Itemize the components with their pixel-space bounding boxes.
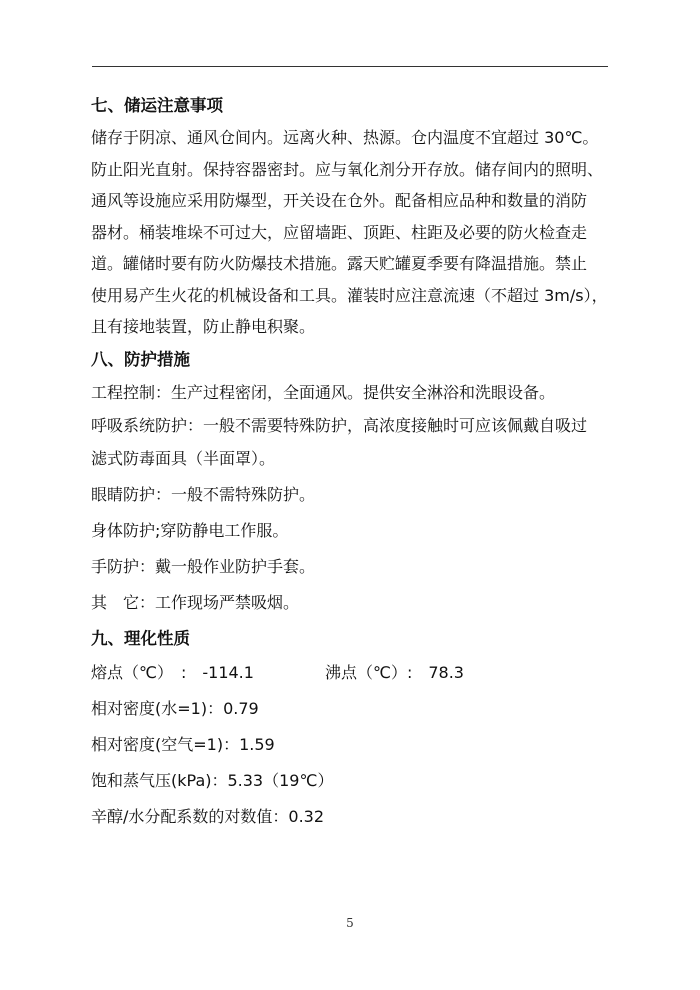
paragraph-line: 器材。桶装堆垛不可过大，应留墙距、顶距、柱距及必要的防火检查走 bbox=[91, 222, 588, 242]
section-7-paragraph bbox=[91, 122, 613, 343]
melting-point: 熔点（℃） : -114.1 bbox=[91, 662, 254, 682]
saturated-vapor-pressure: 饱和蒸气压(kPa)：5.33（19℃） bbox=[91, 770, 334, 790]
paragraph-line: 防止阳光直射。保持容器密封。应与氧化剂分开存放。储存间内的照明、 bbox=[91, 159, 604, 179]
paragraph-line: 使用易产生火花的机械设备和工具。灌装时应注意流速（不超过 3m/s）， bbox=[91, 285, 608, 305]
relative-density-air: 相对密度(空气=1)：1.59 bbox=[91, 734, 275, 754]
respiratory-protection-line1: 呼吸系统防护：一般不需要特殊防护，高浓度接触时可应该佩戴自吸过 bbox=[91, 415, 588, 435]
body-protection: 身体防护;穿防静电工作服。 bbox=[91, 520, 289, 540]
boiling-point: 沸点（℃）: 78.3 bbox=[325, 662, 464, 682]
engineering-control: 工程控制：生产过程密闭，全面通风。提供安全淋浴和洗眼设备。 bbox=[91, 382, 556, 402]
relative-density-water: 相对密度(水=1)：0.79 bbox=[91, 698, 259, 718]
paragraph-line: 道。罐储时要有防火防爆技术措施。露天贮罐夏季要有降温措施。禁止 bbox=[91, 254, 588, 273]
hand-protection: 手防护：戴一般作业防护手套。 bbox=[91, 556, 316, 576]
melting-boiling-row bbox=[91, 655, 613, 691]
eye-protection: 眼睛防护：一般不需特殊防护。 bbox=[91, 484, 316, 504]
document-body bbox=[91, 89, 613, 835]
section-9-title: 九、理化性质 bbox=[91, 628, 190, 648]
section-7-title: 七、储运注意事项 bbox=[91, 96, 223, 115]
other-protection: 其 它：工作现场严禁吸烟。 bbox=[91, 592, 300, 612]
section-8-title: 八、防护措施 bbox=[91, 349, 190, 369]
paragraph-line: 且有接地装置，防止静电积聚。 bbox=[91, 317, 316, 336]
respiratory-protection-line2: 滤式防毒面具（半面罩）。 bbox=[91, 448, 276, 468]
paragraph-line: 通风等设施应采用防爆型，开关设在仓外。配备相应品种和数量的消防 bbox=[91, 191, 588, 210]
octanol-water-partition-coefficient: 辛醇/水分配系数的对数值：0.32 bbox=[91, 806, 325, 826]
paragraph-line: 储存于阴凉、通风仓间内。远离火种、热源。仓内温度不宜超过 30℃。 bbox=[91, 128, 599, 147]
header-rule bbox=[92, 66, 608, 67]
page-number: 5 bbox=[346, 916, 354, 930]
